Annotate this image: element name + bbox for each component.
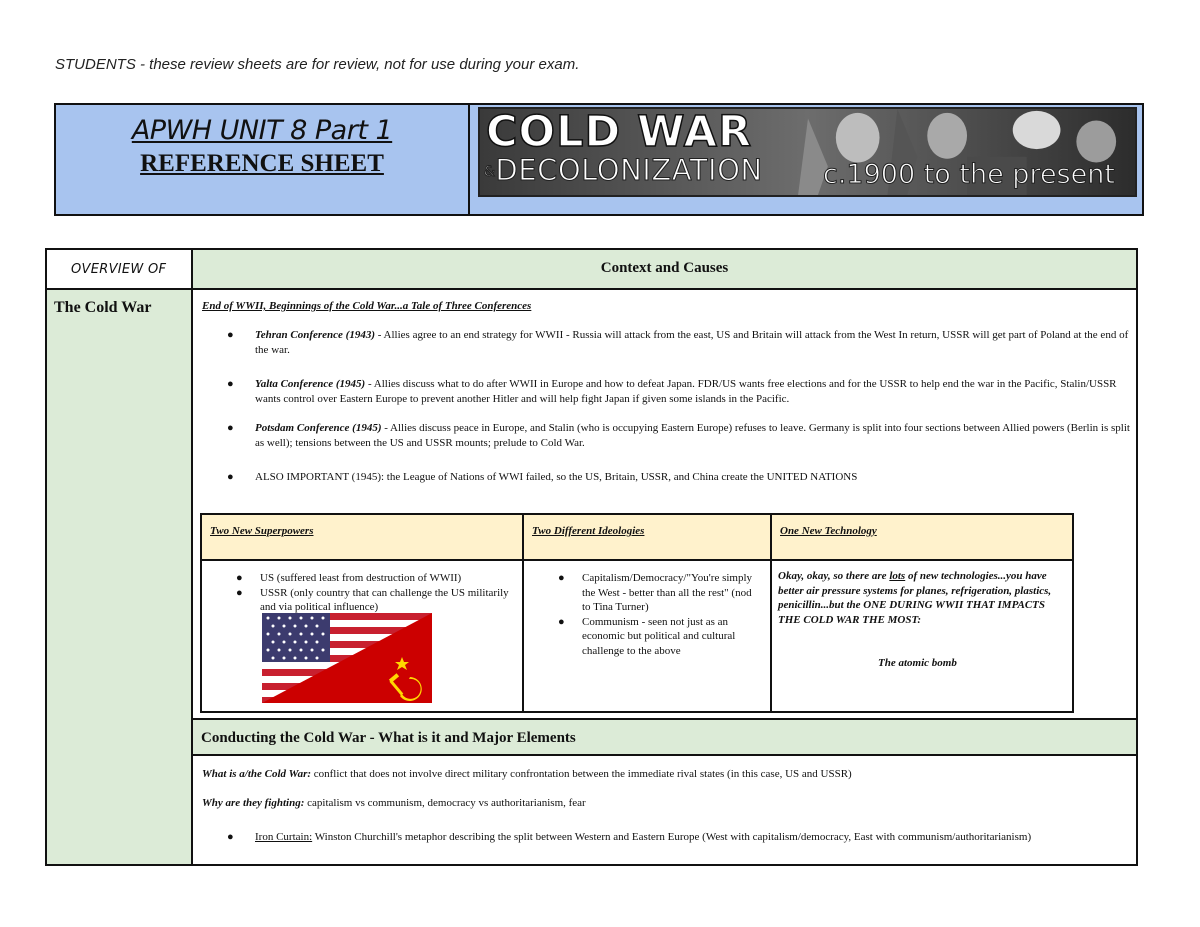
banner-date-range: c.1900 to the present	[823, 159, 1115, 190]
superpowers-table	[200, 513, 1074, 713]
what-is-label: What is a/the Cold War:	[202, 768, 312, 780]
cold-war-banner	[478, 107, 1137, 197]
title-left-cell	[56, 105, 470, 214]
context-causes-header	[193, 250, 1136, 290]
tech-text-start: Okay, okay, so there are	[778, 570, 890, 582]
header-superpowers: Two New Superpowers	[210, 525, 314, 537]
what-is-cold-war-line	[202, 768, 852, 780]
superpower-us: US (suffered least from destruction of WWII)	[260, 572, 462, 584]
conference-name: Tehran Conference (1943)	[255, 329, 375, 341]
header-superpowers-cell	[202, 515, 524, 561]
ideology-capitalism: Capitalism/Democracy/"You're simply the West - better than all the rest" (nod to Tina Turner)	[582, 572, 753, 613]
also-important-item	[227, 470, 1140, 485]
banner-title-cold-war: COLD WAR	[486, 107, 753, 157]
conducting-cold-war-header	[193, 718, 1136, 756]
conferences-section-title: End of WWII, Beginnings of the Cold War...a Tale of Three Conferences	[202, 300, 532, 312]
why-label: Why are they fighting:	[202, 797, 305, 809]
header-technology: One New Technology	[780, 525, 877, 537]
conference-item	[227, 377, 1140, 406]
list-item	[236, 586, 516, 615]
superpowers-list	[236, 571, 516, 615]
header-technology-cell	[772, 515, 1072, 561]
cold-war-row-label: The Cold War	[54, 299, 152, 316]
overview-table	[45, 248, 1138, 866]
us-ussr-flag-image	[262, 613, 432, 703]
superpower-ussr: USSR (only country that can challenge the US militarily and via political influence)	[260, 586, 509, 613]
atomic-bomb-answer: The atomic bomb	[878, 657, 957, 669]
conference-item	[227, 328, 1140, 357]
banner-ampersand: &	[484, 164, 496, 180]
banner-decolonization-text: DECOLONIZATION	[495, 153, 763, 187]
column-divider	[770, 515, 772, 711]
student-notice: STUDENTS - these review sheets are for review, not for use during your exam.	[55, 56, 580, 73]
why-text: capitalism vs communism, democracy vs authoritarianism, fear	[304, 797, 586, 809]
conference-text: - Allies discuss what to do after WWII in Europe and how to defeat Japan. FDR/US wants free elections and for the USSR to help end the war in the Pacific, Stalin/USSR wants control over Eastern Europe to prevent another Hitler and will help fight Japan if given some islands in the Pacific.	[255, 378, 1117, 405]
conference-item	[227, 421, 1140, 450]
tech-text-end: of new technologies...you have better air pressure systems for planes, refrigeration, plastics, penicillin...but the ONE DURING WWII THAT IMPACTS THE COLD WAR THE MOST:	[778, 570, 1052, 626]
unit-title: APWH UNIT 8 Part 1	[131, 115, 393, 146]
header-ideologies-cell	[524, 515, 772, 561]
iron-curtain-label: Iron Curtain:	[255, 831, 313, 843]
iron-curtain-text: Winston Churchill's metaphor describing the split between Western and Eastern Europe (West with capitalism/democracy, East with communism/authoritarianism)	[312, 831, 1032, 843]
conference-text: - Allies agree to an end strategy for WWII - Russia will attack from the east, US and Britain will attack from the West In return, USSR will get part of Poland at the end of the war.	[255, 329, 1129, 356]
conference-text: - Allies discuss peace in Europe, and Stalin (who is occupying Eastern Europe) refuses to leave. Germany is split into four sections between Allied powers (Berlin is split as well); tensions between the US and USSR mounts; prelude to Cold War.	[255, 422, 1130, 449]
technology-description	[778, 569, 1068, 627]
iron-curtain-item	[227, 830, 1140, 845]
conference-name: Potsdam Conference (1945)	[255, 422, 382, 434]
row-label-column	[47, 250, 193, 864]
conducting-cold-war-title: Conducting the Cold War - What is it and Major Elements	[201, 730, 576, 746]
header-ideologies: Two Different Ideologies	[532, 525, 645, 537]
reference-sheet-title: REFERENCE SHEET	[140, 150, 384, 177]
list-item	[558, 615, 758, 659]
why-fighting-line	[202, 797, 586, 809]
overview-of-label: OVERVIEW OF	[71, 262, 167, 277]
list-item	[236, 571, 516, 586]
what-is-text: conflict that does not involve direct military confrontation between the immediate rival states (in this case, US and USSR)	[311, 768, 852, 780]
title-block	[54, 103, 1144, 216]
ideology-communism: Communism - seen not just as an economic but political and cultural challenge to the above	[582, 615, 736, 657]
column-divider	[522, 515, 524, 711]
tech-text-lots: lots	[889, 570, 906, 582]
conference-name: Yalta Conference (1945)	[255, 378, 366, 390]
us-canton	[262, 613, 330, 662]
banner-title-decolonization	[484, 153, 763, 187]
context-causes-title: Context and Causes	[600, 260, 729, 276]
also-important-text: ALSO IMPORTANT (1945): the League of Nations of WWI failed, so the US, Britain, USSR, and China create the UNITED NATIONS	[255, 471, 858, 483]
overview-header-cell	[47, 250, 191, 290]
list-item	[558, 571, 758, 615]
ideologies-list	[558, 571, 758, 658]
